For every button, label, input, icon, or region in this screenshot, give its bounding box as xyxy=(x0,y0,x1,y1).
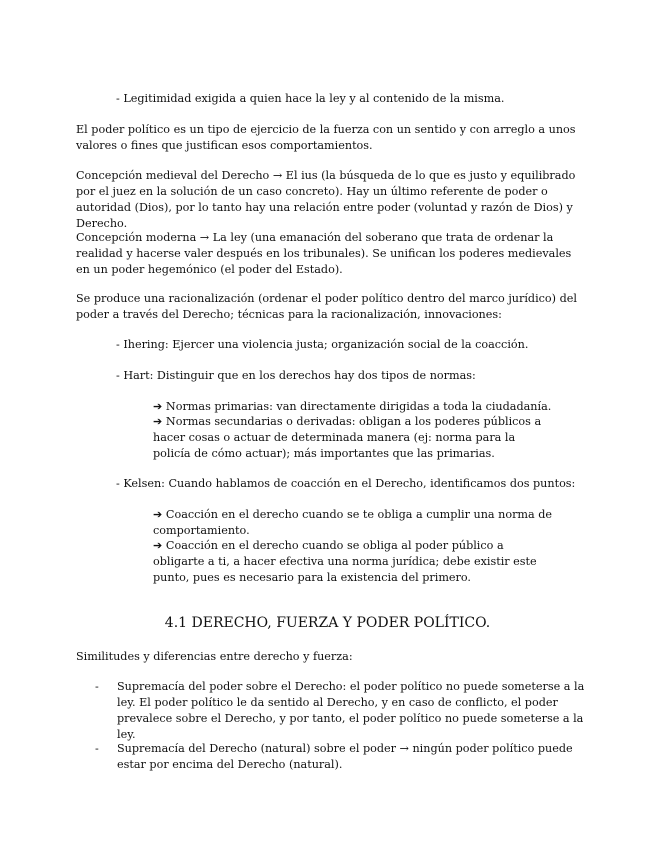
paragraph-modern-conception: Concepción moderna → La ley (una emanación del soberano que trata de ordenar la realidad y hacerse valer después en los tribunales). Se unifican los poderes medievales en un poder hegemónico (el poder del Estado). xyxy=(76,231,572,276)
bullet-item-power-supremacy: Supremacía del poder sobre el Derecho: el poder político no puede someterse a la ley. El poder político le da sentido al Derecho, y en caso de conflicto, el poder prevalece sobre el Derecho, y por tanto, el poder político no puede someterse a la ley. xyxy=(117,680,585,741)
list-item-kelsen: - Kelsen: Cuando hablamos de coacción en el Derecho, identificamos dos puntos: xyxy=(116,477,576,490)
paragraph-political-power: El poder político es un tipo de ejercicio de la fuerza con un sentido y con arreglo a unos valores o fines que justifican esos comportamientos. xyxy=(76,123,576,152)
section-heading: 4.1 DERECHO, FUERZA Y PODER POLÍTICO. xyxy=(164,615,491,631)
sub-item-coercion-1: ➔ Coacción en el derecho cuando se te obliga a cumplir una norma de comportamiento. xyxy=(153,508,553,537)
bullet-marker: - xyxy=(95,742,99,755)
sub-item-coercion-2: ➔ Coacción en el derecho cuando se obliga al poder público a obligarte a ti, a hacer efectiva una norma jurídica; debe existir este punto, pues es necesario para la existencia del primero. xyxy=(153,539,537,584)
bullet-item-law-supremacy: Supremacía del Derecho (natural) sobre el poder → ningún poder político puede estar por encima del Derecho (natural). xyxy=(117,742,573,771)
bullet-marker: - xyxy=(95,680,99,693)
sub-item-secondary-norms: ➔ Normas secundarias o derivadas: obligan a los poderes públicos a hacer cosas o actuar de determinada manera (ej: norma para la policía de cómo actuar); más importantes que las primarias. xyxy=(153,415,542,460)
list-item-ihering: - Ihering: Ejercer una violencia justa; organización social de la coacción. xyxy=(116,338,529,351)
paragraph-medieval-conception: Concepción medieval del Derecho → El ius (la búsqueda de lo que es justo y equilibrado por el juez en la solución de un caso concreto). Hay un último referente de poder o autoridad (Dios), por lo tanto hay una relación entre poder (voluntad y razón de Dios) y Derecho. xyxy=(76,169,576,230)
list-item-hart: - Hart: Distinguir que en los derechos hay dos tipos de normas: xyxy=(116,369,476,382)
paragraph-rationalization: Se produce una racionalización (ordenar el poder político dentro del marco jurídico) del poder a través del Derecho; técnicas para la racionalización, innovaciones: xyxy=(76,292,577,321)
paragraph-legitimacy: - Legitimidad exigida a quien hace la ley y al contenido de la misma. xyxy=(116,92,505,105)
paragraph-similarities: Similitudes y diferencias entre derecho y fuerza: xyxy=(76,650,353,663)
sub-item-primary-norms: ➔ Normas primarias: van directamente dirigidas a toda la ciudadanía. xyxy=(153,400,552,413)
